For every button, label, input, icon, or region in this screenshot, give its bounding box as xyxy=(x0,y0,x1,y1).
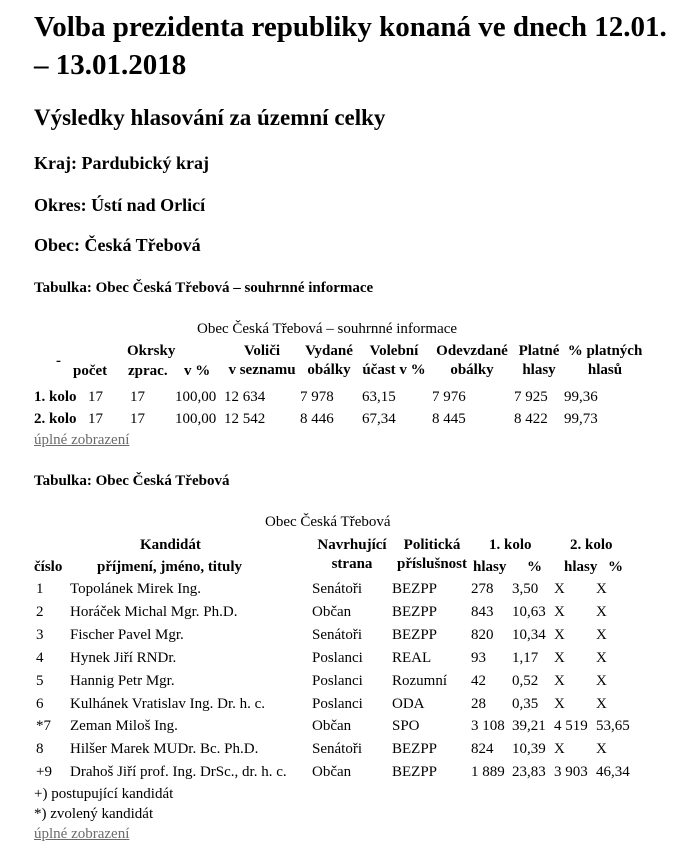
candidates-header-polit xyxy=(392,536,472,574)
candidate-cell-pct-round2: X xyxy=(596,672,607,689)
candidate-cell-votes-round2: X xyxy=(554,672,565,689)
candidate-cell-pct-round2: X xyxy=(596,695,607,712)
candidate-cell-pct-round1: 0,52 xyxy=(512,672,539,689)
candidate-cell-votes-round2: X xyxy=(554,695,565,712)
summary-cell-kolo: 2. kolo xyxy=(34,411,77,427)
candidate-cell-pct-round1: 10,34 xyxy=(512,626,546,643)
candidate-cell-pct-round1: 3,50 xyxy=(512,581,539,597)
summary-cell-volici: 12 634 xyxy=(224,389,266,405)
candidate-cell-number: 5 xyxy=(36,672,44,689)
summary-cell-platnych: 99,36 xyxy=(564,389,598,405)
summary-header-ucast-line2: účast v % xyxy=(362,362,426,378)
candidate-cell-pct-round1: 23,83 xyxy=(512,764,546,781)
candidate-cell-votes-round2: 4 519 xyxy=(554,718,588,735)
summary-header-platnych xyxy=(562,342,648,380)
candidate-cell-number: 3 xyxy=(36,626,44,643)
candidate-cell-votes-round2: X xyxy=(554,741,565,758)
summary-header-vydane-line1: Vydané xyxy=(305,343,353,359)
candidate-cell-political-affiliation: ODA xyxy=(392,695,425,712)
candidate-cell-pct-round2: 53,65 xyxy=(596,718,630,735)
candidate-cell-votes-round2: X xyxy=(554,649,565,666)
summary-table-caption: Obec Česká Třebová – souhrnné informace xyxy=(197,321,458,337)
candidate-cell-pct-round1: 1,17 xyxy=(512,649,539,666)
summary-header-ucast-line1: Volební xyxy=(369,343,419,359)
candidate-cell-votes-round2: X xyxy=(554,626,565,643)
candidate-cell-nominating-party: Poslanci xyxy=(312,695,363,712)
candidate-cell-number: 1 xyxy=(36,581,44,597)
candidates-header-polit-line1: Politická xyxy=(403,537,461,553)
summary-cell-kolo: 1. kolo xyxy=(34,389,77,405)
candidate-cell-pct-round2: 46,34 xyxy=(596,764,630,781)
summary-header-odevzdane-line1: Odevzdané xyxy=(436,343,508,359)
candidate-cell-votes-round1: 1 889 xyxy=(471,764,505,781)
candidate-cell-number: 4 xyxy=(36,649,44,666)
candidate-cell-pct-round2: X xyxy=(596,626,607,643)
candidates-table-caption: Obec Česká Třebová xyxy=(265,514,391,530)
candidates-header-cislo: číslo xyxy=(34,559,63,575)
summary-cell-odevzdane: 7 976 xyxy=(432,389,466,405)
summary-cell-platne: 8 422 xyxy=(514,411,548,427)
candidate-cell-name: Fischer Pavel Mgr. xyxy=(70,626,184,643)
candidate-cell-name: Hynek Jiří RNDr. xyxy=(70,649,177,666)
candidates-header-kolo1: 1. kolo xyxy=(489,537,532,553)
candidates-table-heading: Tabulka: Obec Česká Třebová xyxy=(34,473,230,489)
candidate-cell-name: Horáček Michal Mgr. Ph.D. xyxy=(70,603,238,620)
note-advancing-candidate: +) postupující kandidát xyxy=(34,786,174,802)
candidate-cell-nominating-party: Senátoři xyxy=(312,741,362,758)
summary-header-odevzdane-line2: obálky xyxy=(450,362,494,378)
candidate-cell-pct-round2: X xyxy=(596,603,607,620)
candidate-cell-number: 6 xyxy=(36,695,44,712)
candidate-cell-political-affiliation: BEZPP xyxy=(392,603,438,620)
summary-table-heading: Tabulka: Obec Česká Třebová – souhrnné informace xyxy=(34,280,374,296)
candidate-cell-number: *7 xyxy=(36,718,51,735)
summary-header-platnych-line1: % platných xyxy=(567,343,643,359)
summary-cell-odevzdane: 8 445 xyxy=(432,411,466,427)
candidate-cell-votes-round1: 824 xyxy=(471,741,494,758)
candidate-cell-nominating-party: Poslanci xyxy=(312,672,363,689)
candidate-cell-political-affiliation: BEZPP xyxy=(392,741,438,758)
summary-header-platne-line1: Platné xyxy=(518,343,560,359)
summary-header-platne xyxy=(514,342,564,380)
summary-full-view-link[interactable]: úplné zobrazení xyxy=(34,432,130,448)
candidate-cell-votes-round1: 93 xyxy=(471,649,486,666)
summary-header-dash: - xyxy=(56,353,61,369)
candidate-cell-votes-round1: 42 xyxy=(471,672,486,689)
candidate-cell-political-affiliation: BEZPP xyxy=(392,626,438,643)
candidate-cell-nominating-party: Senátoři xyxy=(312,581,362,597)
candidate-cell-political-affiliation: REAL xyxy=(392,649,432,666)
candidate-cell-name: Zeman Miloš Ing. xyxy=(70,718,178,735)
summary-header-pct: v % xyxy=(184,363,211,379)
candidates-full-view-link[interactable]: úplné zobrazení xyxy=(34,826,130,842)
candidate-cell-nominating-party: Občan xyxy=(312,764,352,781)
candidates-header-hlasy1: hlasy xyxy=(473,559,507,575)
candidate-cell-pct-round2: X xyxy=(596,649,607,666)
summary-cell-volici: 12 542 xyxy=(224,411,266,427)
candidates-header-kandidat: Kandidát xyxy=(140,537,201,553)
summary-cell-vydane: 7 978 xyxy=(300,389,334,405)
candidate-cell-votes-round1: 3 108 xyxy=(471,718,505,735)
candidates-header-pct2: % xyxy=(608,559,623,575)
summary-header-zprac: zprac. xyxy=(128,363,168,379)
candidate-cell-name: Topolánek Mirek Ing. xyxy=(70,581,202,597)
candidate-cell-votes-round1: 843 xyxy=(471,603,494,620)
candidates-header-navrh-line1: Navrhující xyxy=(317,537,387,553)
summary-cell-zprac: 17 xyxy=(130,389,145,405)
candidate-cell-pct-round1: 0,35 xyxy=(512,695,539,712)
summary-header-okrsky: Okrsky xyxy=(127,343,176,359)
candidate-cell-votes-round2: 3 903 xyxy=(554,764,588,781)
summary-header-vydane-line2: obálky xyxy=(307,362,351,378)
summary-header-odevzdane xyxy=(430,342,514,380)
candidates-header-kolo2: 2. kolo xyxy=(570,537,613,553)
candidates-header-hlasy2: hlasy xyxy=(564,559,598,575)
candidates-header-jmeno: příjmení, jméno, tituly xyxy=(97,559,242,575)
summary-cell-pocet: 17 xyxy=(88,389,103,405)
candidate-cell-votes-round2: X xyxy=(554,581,565,597)
candidate-cell-nominating-party: Občan xyxy=(312,718,352,735)
candidate-cell-number: 2 xyxy=(36,603,44,620)
candidate-cell-nominating-party: Poslanci xyxy=(312,649,363,666)
summary-cell-platne: 7 925 xyxy=(514,389,548,405)
summary-header-platnych-line2: hlasů xyxy=(587,362,623,378)
page-title: Volba prezidenta republiky konaná ve dnech 12.01. – 13.01.2018 xyxy=(34,11,667,81)
obec-heading: Obec: Česká Třebová xyxy=(34,235,201,255)
candidate-cell-pct-round1: 10,63 xyxy=(512,603,546,620)
summary-header-platne-line2: hlasy xyxy=(522,362,556,378)
summary-cell-ucast: 67,34 xyxy=(362,411,396,427)
summary-header-volici-line2: v seznamu xyxy=(228,362,296,378)
candidate-cell-votes-round1: 820 xyxy=(471,626,494,643)
candidate-cell-pct-round1: 39,21 xyxy=(512,718,546,735)
candidate-cell-name: Kulhánek Vratislav Ing. Dr. h. c. xyxy=(70,695,266,712)
summary-header-volici xyxy=(224,342,300,380)
summary-cell-vydane: 8 446 xyxy=(300,411,334,427)
page-subtitle: Výsledky hlasování za územní celky xyxy=(34,105,386,130)
candidate-cell-political-affiliation: Rozumní xyxy=(392,672,447,689)
candidate-cell-votes-round1: 278 xyxy=(471,581,494,597)
summary-header-ucast xyxy=(358,342,430,380)
candidate-cell-name: Hilšer Marek MUDr. Bc. Ph.D. xyxy=(70,741,259,758)
candidate-cell-number: 8 xyxy=(36,741,44,758)
summary-header-volici-line1: Voliči xyxy=(243,343,281,359)
candidate-cell-name: Drahoš Jiří prof. Ing. DrSc., dr. h. c. xyxy=(70,764,287,781)
summary-cell-zprac: 17 xyxy=(130,411,145,427)
note-elected-candidate: *) zvolený kandidát xyxy=(34,806,154,822)
candidate-cell-political-affiliation: BEZPP xyxy=(392,764,438,781)
summary-cell-pct: 100,00 xyxy=(175,411,217,427)
candidate-cell-nominating-party: Občan xyxy=(312,603,352,620)
candidate-cell-pct-round2: X xyxy=(596,581,607,597)
summary-header-pocet: počet xyxy=(73,363,108,379)
summary-cell-platnych: 99,73 xyxy=(564,411,598,427)
candidate-cell-nominating-party: Senátoři xyxy=(312,626,362,643)
candidate-cell-political-affiliation: SPO xyxy=(392,718,420,735)
candidates-header-navrh xyxy=(312,536,392,574)
okres-heading: Okres: Ústí nad Orlicí xyxy=(34,195,206,215)
summary-cell-ucast: 63,15 xyxy=(362,389,396,405)
candidates-header-navrh-line2: strana xyxy=(331,556,373,572)
summary-header-vydane xyxy=(300,342,358,380)
candidate-cell-political-affiliation: BEZPP xyxy=(392,581,438,597)
candidate-cell-name: Hannig Petr Mgr. xyxy=(70,672,175,689)
candidate-cell-votes-round2: X xyxy=(554,603,565,620)
candidate-cell-pct-round2: X xyxy=(596,741,607,758)
candidates-header-polit-line2: příslušnost xyxy=(396,556,468,572)
summary-cell-pocet: 17 xyxy=(88,411,103,427)
summary-cell-pct: 100,00 xyxy=(175,389,217,405)
candidate-cell-number: +9 xyxy=(36,764,52,781)
kraj-heading: Kraj: Pardubický kraj xyxy=(34,153,209,173)
candidate-cell-pct-round1: 10,39 xyxy=(512,741,546,758)
candidates-header-pct1: % xyxy=(527,559,542,575)
candidate-cell-votes-round1: 28 xyxy=(471,695,486,712)
